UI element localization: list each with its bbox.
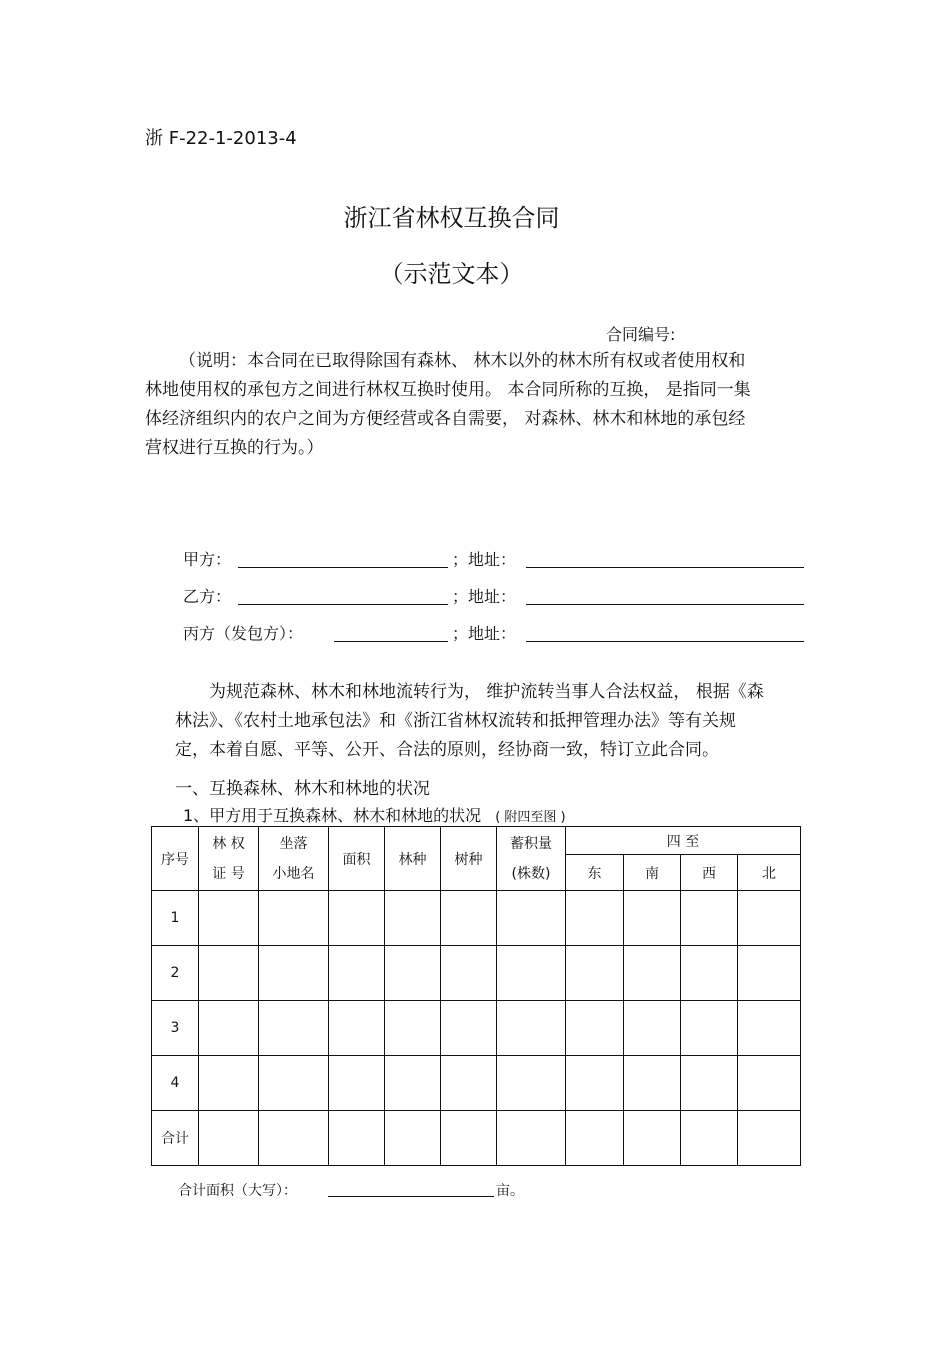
cell-tree-type[interactable] [441,1111,497,1166]
forest-status-table [151,826,801,1166]
party-c-address-label: ；地址： [452,624,517,643]
note-line: 体经济组织内的农户之间为方便经营或各自需要， 对森林、林木和林地的承包经 [145,409,746,429]
row-seq: 3 [152,1001,199,1056]
note-line: 林地使用权的承包方之间进行林权互换时使用。 本合同所称的互换， 是指同一集 [145,380,751,400]
page-title: 浙江省林权互换合同 [343,204,560,232]
table-row-total [152,1111,801,1166]
usage-note [145,347,810,463]
cell-north[interactable] [738,1056,801,1111]
cell-location[interactable] [259,1111,329,1166]
cell-stock[interactable] [497,1056,566,1111]
header-area: 面积 [329,827,385,891]
cell-area[interactable] [329,946,385,1001]
header-stock-line2: (株数) [511,865,551,882]
cell-tree-type[interactable] [441,1001,497,1056]
intro-line: 为规范森林、林木和林地流转行为， 维护流转当事人合法权益， 根据《森 [209,682,764,702]
cell-south[interactable] [624,1111,681,1166]
cell-west[interactable] [681,1056,738,1111]
cell-south[interactable] [624,946,681,1001]
cell-west[interactable] [681,891,738,946]
cell-east[interactable] [566,1001,624,1056]
total-area-field[interactable] [328,1196,494,1197]
cell-stock[interactable] [497,891,566,946]
header-location [259,827,329,891]
cell-south[interactable] [624,1056,681,1111]
row-total-label: 合计 [152,1111,199,1166]
subsection-note: ( 附四至图 ) [495,810,566,825]
cell-location[interactable] [259,1056,329,1111]
header-north: 北 [738,855,801,891]
header-cert [199,827,259,891]
header-seq: 序号 [152,827,199,891]
cell-stock[interactable] [497,1111,566,1166]
cell-east[interactable] [566,1056,624,1111]
cell-area[interactable] [329,1111,385,1166]
cell-tree-type[interactable] [441,946,497,1001]
table-row [152,946,801,1001]
intro-line: 林法》、《农村土地承包法》和《浙江省林权流转和抵押管理办法》等有关规 [175,711,736,731]
table-row [152,1056,801,1111]
page-subtitle: （示范文本） [379,260,524,288]
cell-location[interactable] [259,1001,329,1056]
cell-north[interactable] [738,1001,801,1056]
cell-forest-type[interactable] [385,1001,441,1056]
header-cert-line1: 林 权 [212,835,245,852]
cell-stock[interactable] [497,946,566,1001]
cell-cert[interactable] [199,891,259,946]
cell-south[interactable] [624,1001,681,1056]
header-cert-line2: 证 号 [212,865,245,882]
cell-north[interactable] [738,1111,801,1166]
row-seq: 1 [152,891,199,946]
cell-west[interactable] [681,946,738,1001]
table-row [152,1001,801,1056]
total-area-unit: 亩。 [496,1183,524,1199]
cell-north[interactable] [738,891,801,946]
header-forest-type: 林种 [385,827,441,891]
cell-cert[interactable] [199,1111,259,1166]
cell-location[interactable] [259,946,329,1001]
cell-west[interactable] [681,1111,738,1166]
cell-stock[interactable] [497,1001,566,1056]
cell-area[interactable] [329,1056,385,1111]
cell-east[interactable] [566,946,624,1001]
party-b-label: 乙方： [183,587,232,606]
cell-forest-type[interactable] [385,946,441,1001]
cell-north[interactable] [738,946,801,1001]
party-b-name-field[interactable] [238,604,448,605]
party-a-name-field[interactable] [238,567,448,568]
party-b-address-label: ；地址： [452,587,517,606]
document-code: 浙 F-22-1-2013-4 [145,128,297,149]
party-b-address-field[interactable] [526,604,804,605]
total-area-label: 合计面积（大写）： [178,1183,297,1199]
subsection-title: 1、甲方用于互换森林、林木和林地的状况 [183,806,482,825]
intro-paragraph [175,678,815,765]
cell-south[interactable] [624,891,681,946]
party-a-label: 甲方： [183,550,232,569]
cell-forest-type[interactable] [385,891,441,946]
header-location-line1: 坐落 [279,835,308,852]
header-west: 西 [681,855,738,891]
cell-cert[interactable] [199,1056,259,1111]
note-line: 营权进行互换的行为。） [145,438,324,458]
cell-area[interactable] [329,1001,385,1056]
header-boundary: 四 至 [566,827,801,855]
header-stock [497,827,566,891]
header-tree-type: 树种 [441,827,497,891]
cell-area[interactable] [329,891,385,946]
header-south: 南 [624,855,681,891]
cell-cert[interactable] [199,1001,259,1056]
intro-line: 定，本着自愿、平等、公开、合法的原则，经协商一致，特订立此合同。 [175,740,719,760]
cell-tree-type[interactable] [441,891,497,946]
cell-west[interactable] [681,1001,738,1056]
table-row [152,891,801,946]
subsection-heading [183,803,566,826]
party-c-label: 丙方（发包方）： [183,624,304,643]
party-c-name-field[interactable] [334,641,448,642]
cell-forest-type[interactable] [385,1111,441,1166]
section-heading: 一、互换森林、林木和林地的状况 [175,779,430,799]
contract-number-label: 合同编号: [606,325,676,344]
header-east: 东 [566,855,624,891]
cell-east[interactable] [566,891,624,946]
note-line: （说明：本合同在已取得除国有森林、 林木以外的林木所有权或者使用权和 [179,351,746,371]
header-stock-line1: 蓄积量 [510,835,552,852]
party-c-address-field[interactable] [526,641,804,642]
row-seq: 2 [152,946,199,1001]
party-a-address-label: ；地址： [452,550,517,569]
cell-cert[interactable] [199,946,259,1001]
cell-east[interactable] [566,1111,624,1166]
party-a-address-field[interactable] [526,567,804,568]
cell-location[interactable] [259,891,329,946]
cell-tree-type[interactable] [441,1056,497,1111]
row-seq: 4 [152,1056,199,1111]
header-location-line2: 小地名 [272,865,315,882]
cell-forest-type[interactable] [385,1056,441,1111]
